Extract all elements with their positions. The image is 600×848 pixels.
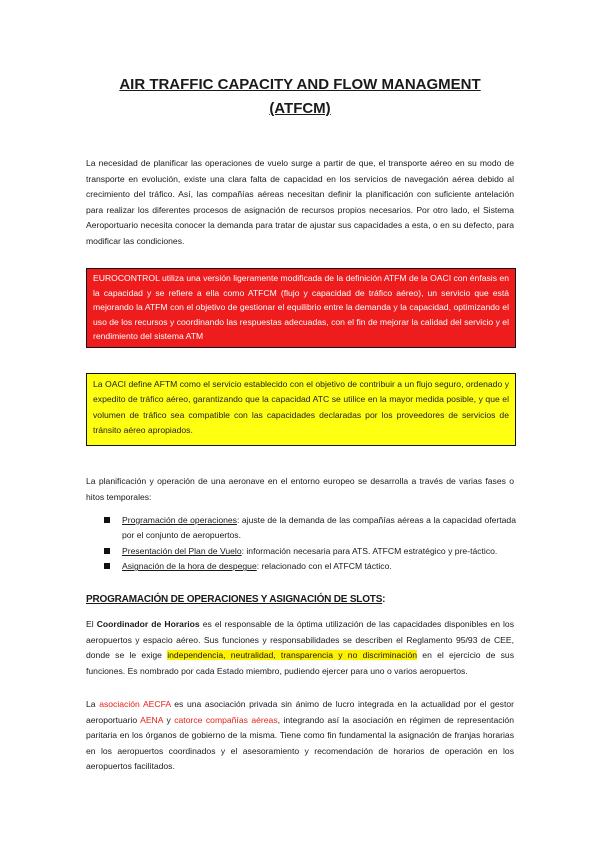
airlines-term: catorce compañías aéreas <box>174 714 278 725</box>
section-heading-text: PROGRAMACIÓN DE OPERACIONES Y ASIGNACIÓN DE SLOTS <box>86 594 383 605</box>
coordinator-term: Coordinador de Horarios <box>96 619 200 629</box>
coordinator-suffix: en el ejercicio de sus funciones. Es nombrado por cada Estado miembro, pudiendo ejercer para uno o varios aeropuertos. <box>86 650 514 676</box>
aecfa-suffix: , integrando así la asociación en régimen de representación paritaria en los órganos de gobierno de la misma. Tiene como fin fundamental la asignación de franjas horarias en los aeropuertos coordinados y el asesoramiento y recomendación de horarios de operación en los aeropuertos facilitados. <box>86 714 514 772</box>
aena-term: AENA <box>140 714 164 725</box>
coordinator-paragraph <box>86 617 514 679</box>
planning-intro-paragraph: La planificación y operación de una aeronave en el entorno europeo se desarrolla a través de varias fases o hitos temporales: <box>86 476 514 502</box>
eurocontrol-definition-box: EUROCONTROL utiliza una versión ligeramente modificada de la definición ATFM de la OACI con énfasis en la capacidad y se refiere a ella como ATFCM (flujo y capacidad de tráfico aéreo), un servicio que está mejorando la ATFM con el objetivo de gestionar el equilibrio entre la demanda y la capacidad, optimizando el uso de los recursos y coordinando las respuestas adecuadas, con el fin de mejorar la calidad del servicio y el rendimiento del sistema ATM <box>86 268 516 348</box>
list-item <box>104 559 516 574</box>
coordinator-body: es el responsable de la óptima utilización de las capacidades disponibles en los aeropuertos y espacio aéreo. Sus funciones y responsabilidades se describen el Reglamento 95/93 de CEE, donde se le exige <box>86 619 515 661</box>
phases-list <box>104 513 516 575</box>
phase-term: Presentación del Plan de Vuelo <box>122 545 242 556</box>
document-title-abbrev: (ATFCM) <box>269 100 331 117</box>
oaci-definition-box: La OACI define AFTM como el servicio establecido con el objetivo de contribuir a un flujo seguro, ordenado y expedito de tráfico aéreo, garantizando que la capacidad ATC se utilice en la mayor medida posible, y que el volumen de tráfico sea compatible con las capacidades declaradas por los proveedores de servicios de tránsito aéreo apropiados. <box>86 373 516 446</box>
document-title: AIR TRAFFIC CAPACITY AND FLOW MANAGMENT <box>119 76 481 93</box>
bullet-square-icon <box>104 548 110 554</box>
phase-term: Programación de operaciones <box>122 515 237 525</box>
phase-description: : relacionado con el ATFCM táctico. <box>256 561 392 572</box>
phase-term: Asignación de la hora de despegue <box>122 561 257 572</box>
section-heading-colon: : <box>382 594 386 605</box>
aecfa-term: asociación AECFA <box>99 699 171 709</box>
bullet-square-icon <box>104 563 110 569</box>
aecfa-prefix: La <box>86 699 100 709</box>
phase-description: : información necesaria para ATS. ATFCM estratégico y pre-táctico. <box>241 545 498 556</box>
intro-paragraph: La necesidad de planificar las operaciones de vuelo surge a partir de que, el transporte aéreo en su modo de transporte en evolución, existe una clara falta de capacidad en los servicios de navegación aérea debido al crecimiento del tráfico. Así, las compañías aéreas necesitan definir la planificación con suficiente antelación para realizar los diferentes procesos de asignación de recursos propios necesarios. Por otro lado, el Sistema Aeroportuario necesita conocer la demanda para tratar de ajustar sus capacidades a esta, o en su defecto, para modificar las condiciones. <box>86 158 514 246</box>
phase-description: : ajuste de la demanda de las compañías aéreas a la capacidad ofertada por el conjunto de aeropuertos. <box>122 515 516 541</box>
list-item <box>104 544 516 559</box>
section-heading <box>86 594 385 605</box>
coordinator-principles-highlight: independencia, neutralidad, transparencia y no discriminación <box>167 650 418 661</box>
aecfa-conjunction: y <box>163 714 175 725</box>
coordinator-prefix: El <box>86 619 97 629</box>
bullet-square-icon <box>104 517 110 523</box>
aecfa-paragraph <box>86 697 514 775</box>
aecfa-body: es una asociación privada sin ánimo de lucro integrada en la actualidad por el gestor aeroportuario <box>86 699 514 725</box>
list-item <box>104 513 516 544</box>
